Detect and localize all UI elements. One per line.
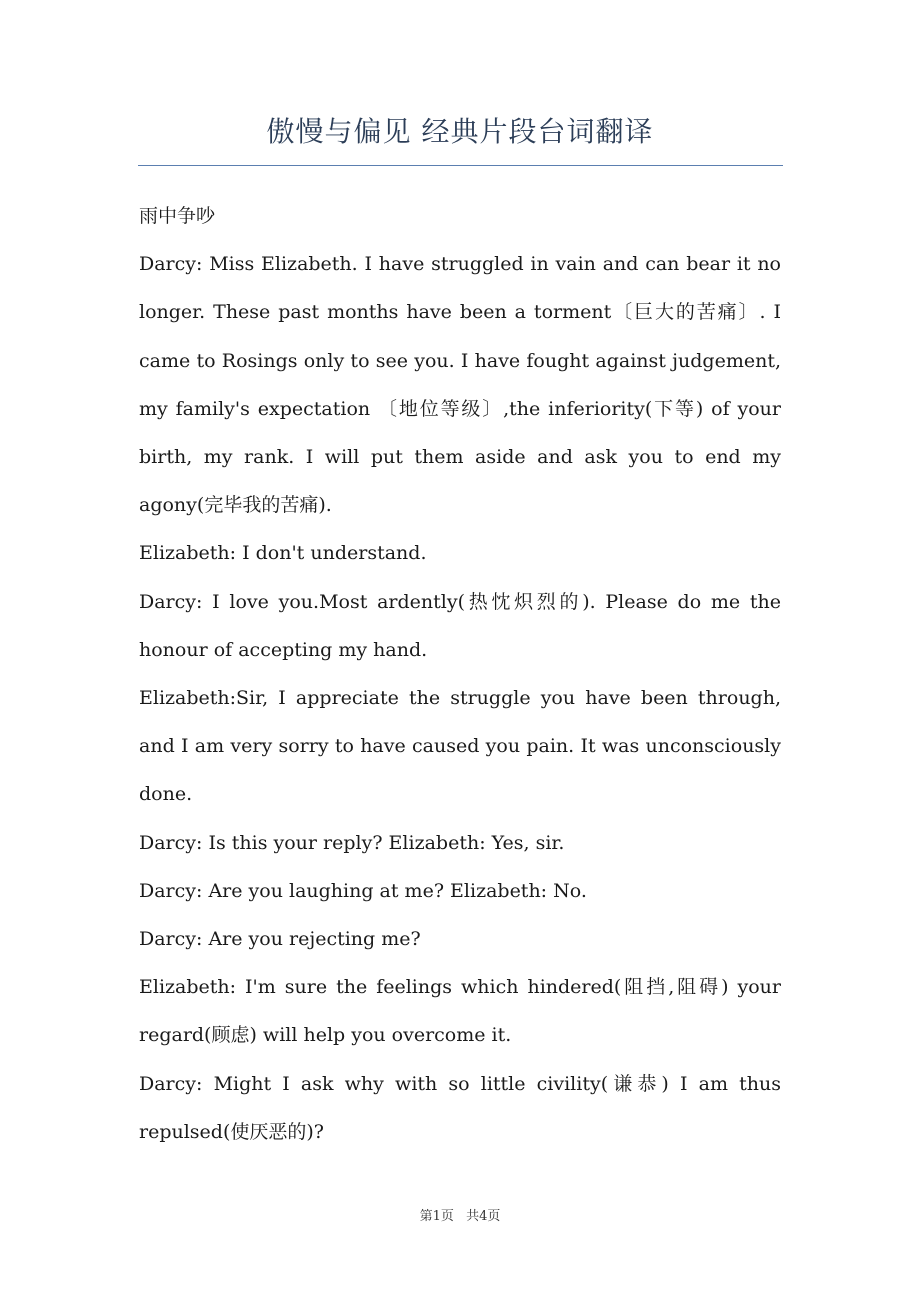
page-total: 共4页 <box>466 1209 501 1224</box>
page-number: 第1页 <box>419 1209 454 1224</box>
page-title: 傲慢与偏见 经典片段台词翻译 <box>266 115 654 148</box>
dialogue-paragraph: Darcy: Is this your reply? Elizabeth: Yes, sir. <box>139 831 565 854</box>
dialogue-paragraph: Darcy: Are you rejecting me? <box>139 928 421 951</box>
dialogue-paragraph: Darcy: Are you laughing at me? Elizabeth: No. <box>139 879 587 902</box>
title-divider <box>138 165 783 166</box>
dialogue-paragraph: Elizabeth: I'm sure the feelings which hindered(阻挡,阻碍) your regard(顾虑) will help you overcome it. <box>139 976 781 1047</box>
section-heading: 雨中争吵 <box>139 205 216 227</box>
dialogue-paragraph: Elizabeth: I don't understand. <box>139 542 427 565</box>
dialogue-paragraph: Darcy: Might I ask why with so little civility(谦恭) I am thus repulsed(使厌恶的)? <box>139 1072 781 1143</box>
dialogue-paragraph: Elizabeth:Sir, I appreciate the struggle you have been through, and I am very sorry to have caused you pain. It was unconsciously done. <box>139 687 781 806</box>
document-body <box>139 192 781 1156</box>
dialogue-paragraph: Darcy: Miss Elizabeth. I have struggled in vain and can bear it no longer. These past months have been a torment〔巨大的苦痛〕. I came to Rosings only to see you. I have fought against judgement, my family's expectation 〔地位等级〕,the inferiority(下等) of your birth, my rank. I will put them aside and ask you to end my agony(完毕我的苦痛). <box>139 253 781 517</box>
page-footer <box>0 1205 920 1224</box>
dialogue-paragraph: Darcy: I love you.Most ardently(热忱炽烈的). Please do me the honour of accepting my hand. <box>139 590 781 661</box>
